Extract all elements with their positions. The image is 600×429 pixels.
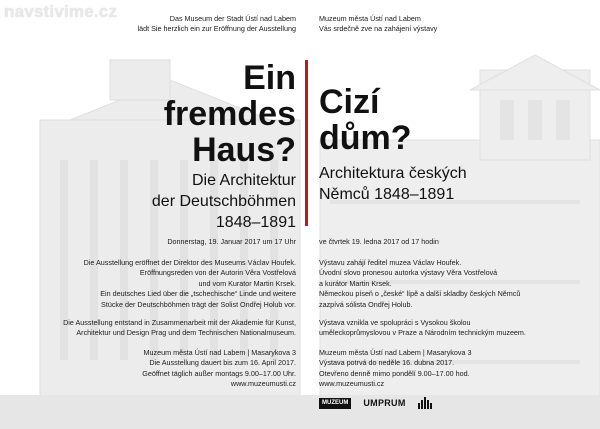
german-header-line: Das Museum der Stadt Ústí nad Labem <box>169 14 296 23</box>
ntm-logo-icon <box>418 397 432 409</box>
czech-header-line: Vás srdečně zve na zahájení výstavy <box>319 24 438 34</box>
czech-opening-line: Úvodní slovo pronesou autorka výstavy Věra Vostřelová <box>319 268 498 278</box>
czech-title <box>319 84 579 156</box>
german-opening-line: Ein deutsches Lied über die „tschechische“ Linde und weitere <box>100 289 296 299</box>
german-opening-line: und vom Kurator Martin Krsek. <box>198 278 296 288</box>
german-opening-line: Eröffnungsreden von der Autorin Věra Vostřelová <box>139 268 296 278</box>
german-info-line: Die Ausstellung dauert bis zum 16. April 2017. <box>149 358 296 368</box>
czech-collaboration <box>319 318 599 339</box>
german-subtitle-line: 1848–1891 <box>215 214 296 231</box>
czech-opening-line: a kurátor Martin Krsek. <box>319 278 392 288</box>
partner-logos <box>319 397 432 409</box>
czech-info-line: Otevřeno denně mimo pondělí 9.00–17.00 hod. <box>319 368 470 378</box>
german-collaboration-line: Die Ausstellung entstand in Zusammenarbeit mit der Akademie für Kunst, <box>63 318 296 327</box>
german-header <box>36 14 296 35</box>
german-subtitle <box>36 170 296 233</box>
czech-column <box>319 0 600 429</box>
czech-subtitle-line: Němců 1848–1891 <box>319 186 455 203</box>
czech-opening-line: Výstavu zahájí ředitel muzea Václav Houfek. <box>319 258 462 267</box>
museum-logo: MUZEUM <box>319 398 351 409</box>
german-info-line: Muzeum města Ústí nad Labem | Masarykova 3 <box>143 348 296 357</box>
czech-collaboration-line: uměleckoprůmyslovou v Praze a Národním technickým muzeem. <box>319 328 526 338</box>
german-website-link[interactable]: www.muzeumusti.cz <box>230 379 296 389</box>
czech-subtitle <box>319 163 579 205</box>
czech-title-line: dům? <box>319 119 412 157</box>
german-title-line: fremdes <box>163 95 296 133</box>
german-title-line: Ein <box>243 59 296 97</box>
german-subtitle-line: Die Architektur <box>191 172 296 189</box>
german-title-line: Haus? <box>192 131 296 169</box>
german-collaboration <box>6 318 296 339</box>
german-opening <box>6 258 296 310</box>
german-info <box>6 348 296 390</box>
czech-opening-line: Německou píseň o „české“ lípě a další skladby českých Němců <box>319 289 521 299</box>
czech-title-line: Cizí <box>319 83 380 121</box>
czech-header <box>319 14 579 35</box>
german-collaboration-line: Architektur und Design Prag und dem Technischen Nationalmuseum. <box>76 328 296 338</box>
czech-website-link[interactable]: www.muzeumusti.cz <box>319 379 385 389</box>
czech-info <box>319 348 599 390</box>
german-subtitle-line: der Deutschböhmen <box>151 193 296 210</box>
umprum-logo: UMPRUM <box>363 398 406 408</box>
red-divider <box>305 60 308 226</box>
czech-date: ve čtvrtek 19. ledna 2017 od 17 hodin <box>319 237 439 246</box>
czech-opening <box>319 258 599 310</box>
german-title <box>36 60 296 168</box>
german-column <box>0 0 296 429</box>
german-date: Donnerstag, 19. Januar 2017 um 17 Uhr <box>167 237 296 246</box>
czech-subtitle-line: Architektura českých <box>319 165 467 182</box>
czech-info-line: Výstava potrvá do neděle 16. dubna 2017. <box>319 358 455 368</box>
czech-info-line: Muzeum města Ústí nad Labem | Masarykova 3 <box>319 348 472 357</box>
german-opening-line: Stücke der Deutschböhmen trägt der Solist Ondřej Holub vor. <box>101 299 296 309</box>
german-info-line: Geöffnet täglich außer montags 9.00–17.00 Uhr. <box>142 368 296 378</box>
czech-header-line: Muzeum města Ústí nad Labem <box>319 14 421 23</box>
german-opening-line: Die Ausstellung eröffnet der Direktor des Museums Václav Houfek. <box>83 258 296 267</box>
german-header-line: lädt Sie herzlich ein zur Eröffnung der Ausstellung <box>137 24 296 34</box>
czech-opening-line: zazpívá sólista Ondřej Holub. <box>319 299 413 309</box>
czech-collaboration-line: Výstava vznikla ve spolupráci s Vysokou školou <box>319 318 471 327</box>
watermark-text: navstivime.cz <box>4 2 118 21</box>
